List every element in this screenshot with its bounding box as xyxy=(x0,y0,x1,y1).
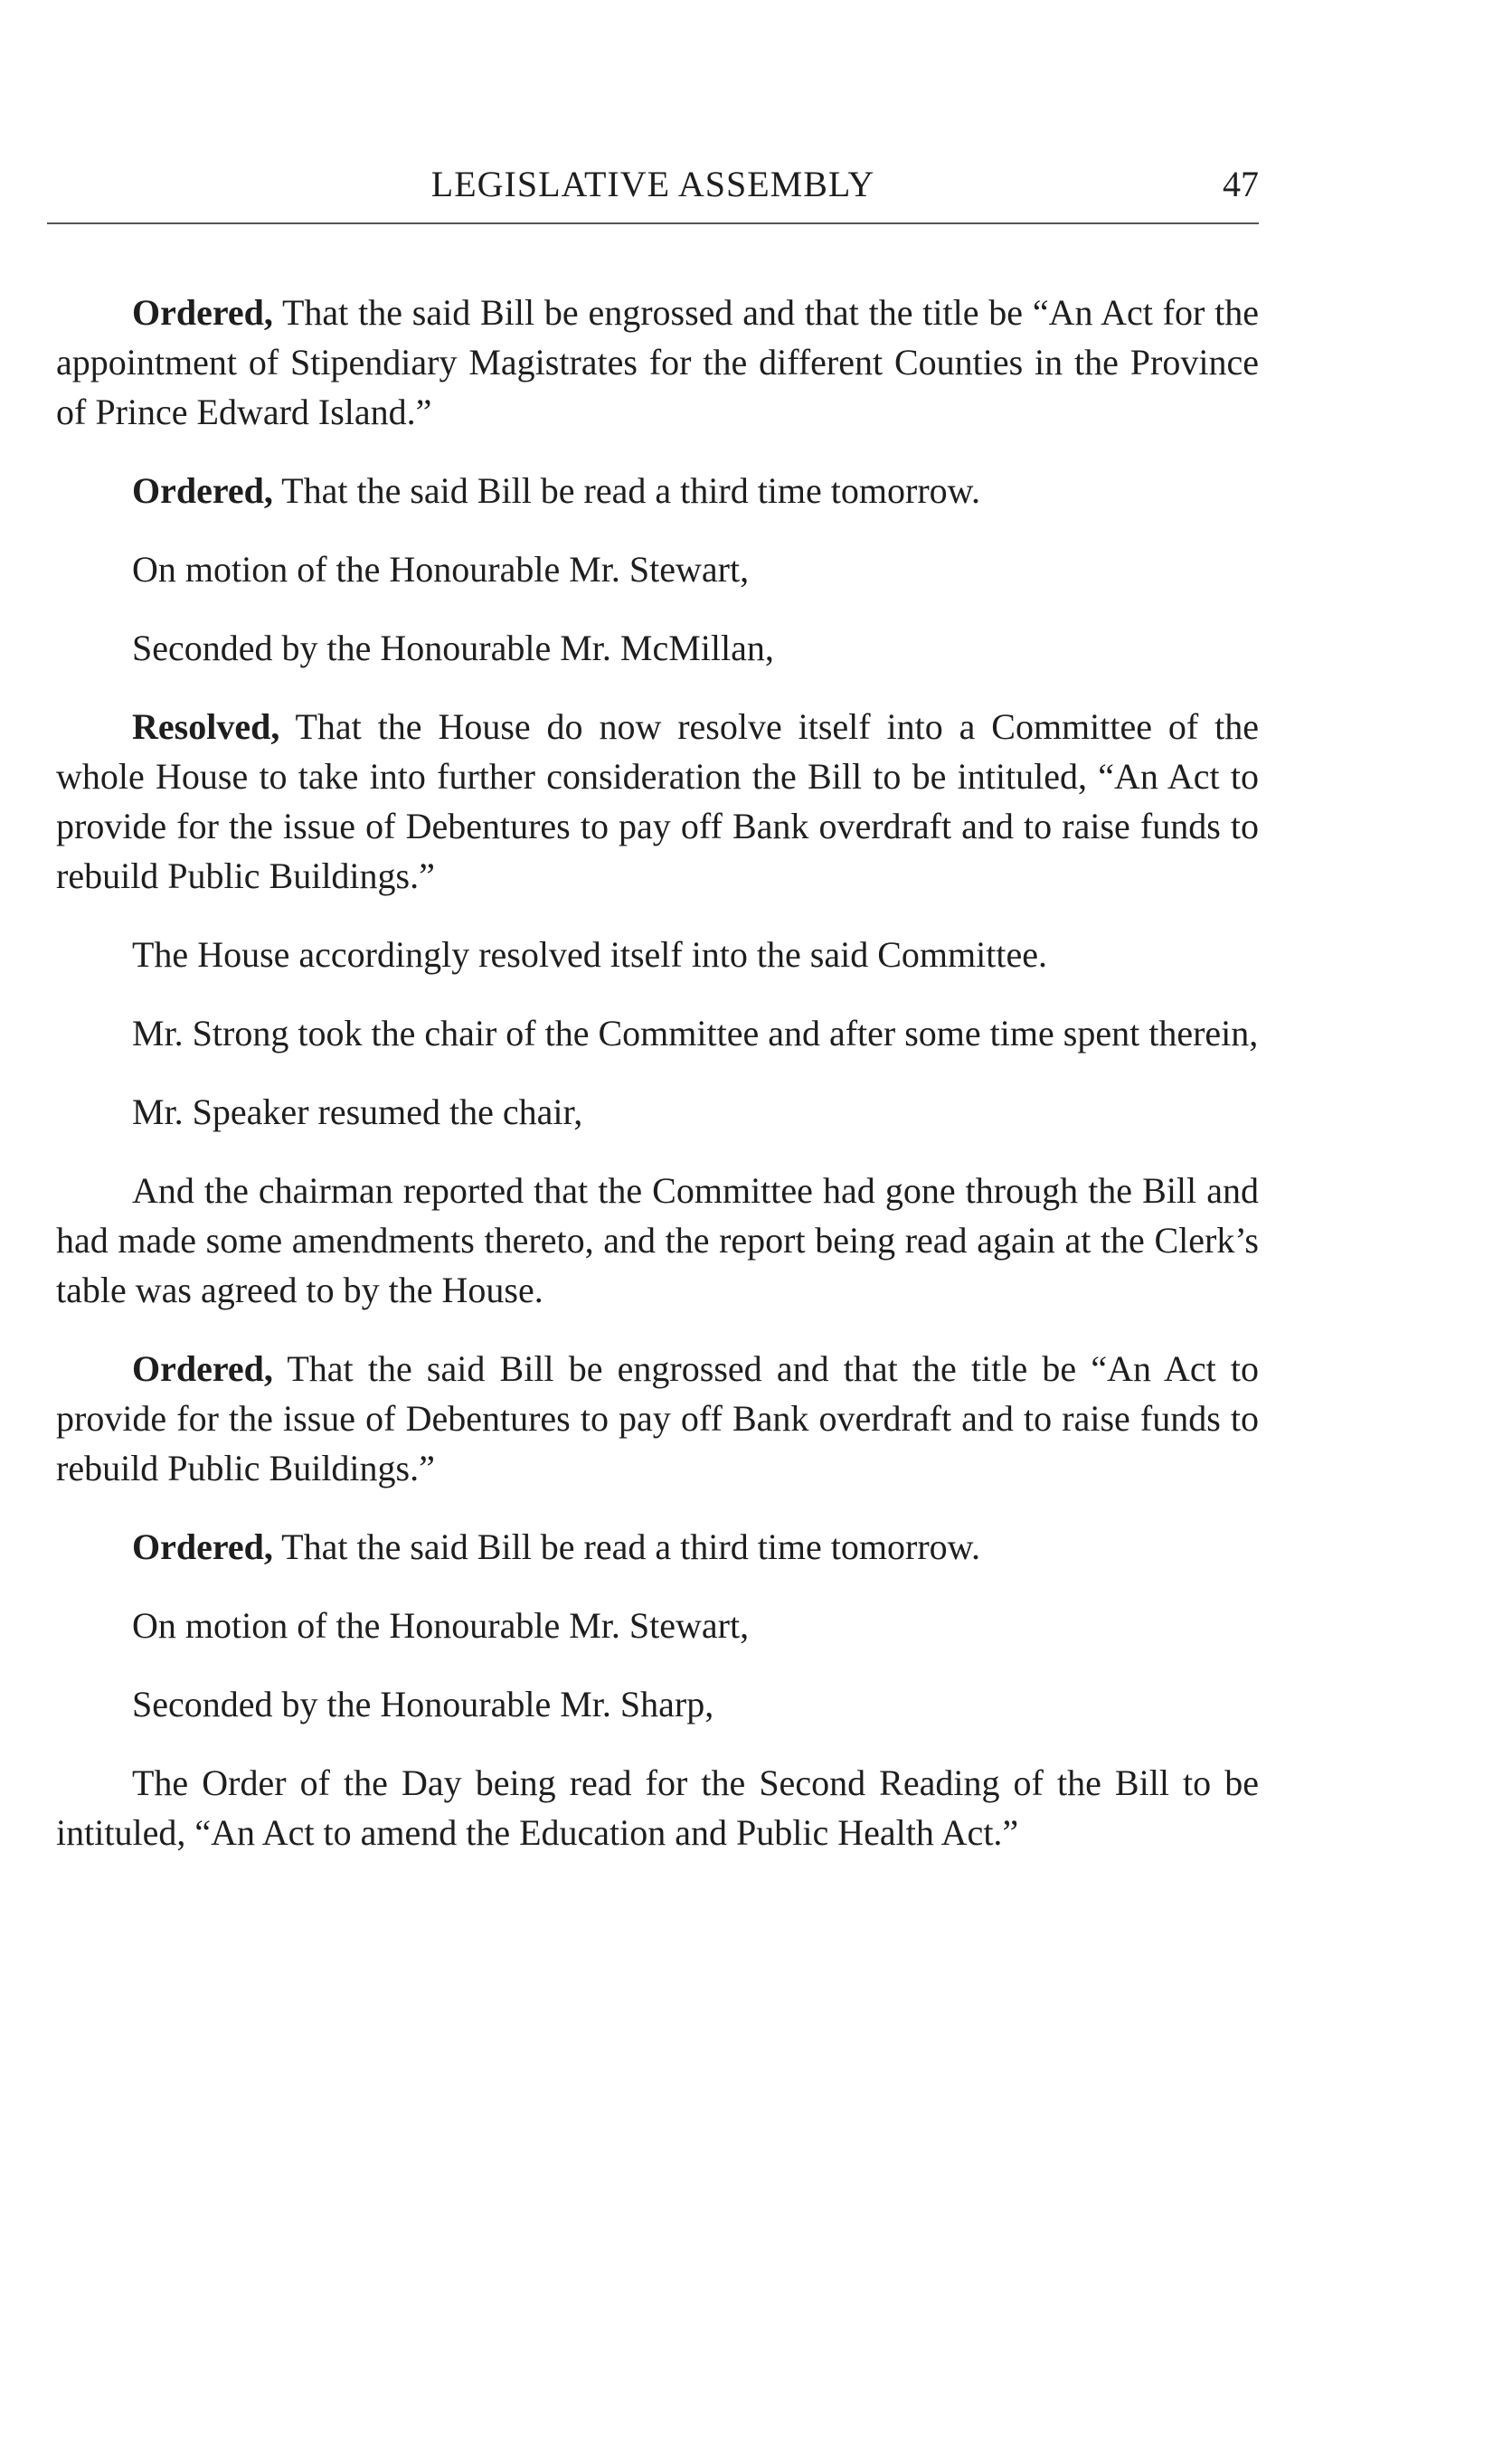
paragraph-text: That the House do now resolve itself into a Committee of the whole House to take into further consideration the Bill to be intituled, “An Act to provide for the issue of Debentures to pay off Bank overdraft and to raise funds to rebuild Public Buildings.” xyxy=(56,706,1259,896)
page-number: 47 xyxy=(1223,164,1259,204)
paragraph-text: On motion of the Honourable Mr. Stewart, xyxy=(132,549,750,590)
paragraph-text: That the said Bill be read a third time tomorrow. xyxy=(272,1526,980,1567)
paragraph-resolved xyxy=(56,702,1259,901)
paragraph-seconded xyxy=(56,1679,1259,1729)
paragraph-text: The House accordingly resolved itself into the said Committee. xyxy=(132,934,1047,975)
paragraph-lead: Ordered, xyxy=(132,470,273,511)
paragraph-text: And the chairman reported that the Committee had gone through the Bill and had made some amendments thereto, and the report being read again at the Clerk’s table was agreed to by the House. xyxy=(56,1170,1259,1310)
paragraph-seconded xyxy=(56,623,1259,673)
paragraph-text: That the said Bill be engrossed and that the title be “An Act for the appointment of Stipendiary Magistrates for the different Counties in the Province of Prince Edward Island.” xyxy=(56,292,1259,432)
paragraph-text: That the said Bill be engrossed and that the title be “An Act to provide for the issue of Debentures to pay off Bank overdraft and to raise funds to rebuild Public Buildings.” xyxy=(56,1348,1259,1488)
paragraph-text: On motion of the Honourable Mr. Stewart, xyxy=(132,1605,750,1646)
paragraph-ordered-engrossed xyxy=(56,1344,1259,1493)
paragraph-ordered-engrossed xyxy=(56,288,1259,437)
running-title: LEGISLATIVE ASSEMBLY xyxy=(430,164,875,204)
paragraph-chairman-reported xyxy=(56,1166,1259,1315)
paragraph-lead: Resolved, xyxy=(132,706,280,747)
paragraph-motion xyxy=(56,1601,1259,1650)
paragraph-text: The Order of the Day being read for the Second Reading of the Bill to be intituled, “An Act to amend the Education and Public Health Act.” xyxy=(56,1762,1259,1853)
paragraph-motion xyxy=(56,544,1259,594)
paragraph-speaker-resumed xyxy=(56,1087,1259,1137)
paragraph-chair-taken xyxy=(56,1008,1259,1058)
paragraph-text: Mr. Strong took the chair of the Committee and after some time spent therein, xyxy=(132,1013,1259,1053)
paragraph-order-of-day xyxy=(56,1758,1259,1857)
paragraph-text: Seconded by the Honourable Mr. McMillan, xyxy=(132,628,774,668)
paragraph-text: That the said Bill be read a third time tomorrow. xyxy=(272,470,980,511)
paragraph-lead: Ordered, xyxy=(132,1526,273,1567)
paragraph-lead: Ordered, xyxy=(132,292,273,333)
paragraph-ordered-third-reading xyxy=(56,466,1259,515)
paragraph-text: Mr. Speaker resumed the chair, xyxy=(132,1091,583,1132)
paragraph-lead: Ordered, xyxy=(132,1348,273,1389)
header-rule xyxy=(47,222,1259,224)
body-text xyxy=(56,288,1259,1886)
paragraph-ordered-third-reading xyxy=(56,1522,1259,1572)
paragraph-house-resolved xyxy=(56,930,1259,979)
paragraph-text: Seconded by the Honourable Mr. Sharp, xyxy=(132,1684,714,1724)
running-head xyxy=(47,163,1259,208)
